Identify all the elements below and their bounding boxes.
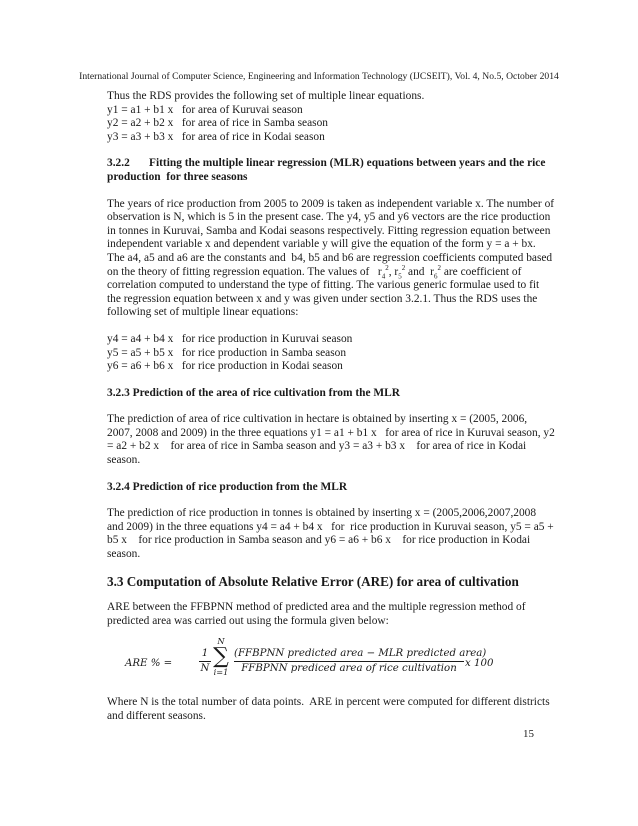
paragraph-line: The years of rice production from 2005 to 2009 is taken as independent variable x. The number of xyxy=(107,197,555,210)
fraction-bar xyxy=(234,661,464,662)
paragraph-line: b5 x for rice production in Samba season and y6 = a6 + b6 x for rice production in Kodai xyxy=(107,534,531,547)
sigma-symbol: ∑ xyxy=(213,644,229,670)
paragraph-line: correlation computed to understand the type of fitting. The various generic formulae used to fit xyxy=(107,279,540,292)
paragraph-line: season. xyxy=(107,548,141,561)
r6-superscript: 2 xyxy=(437,263,441,272)
r5-subscript: 5 xyxy=(398,271,402,280)
section-3-2-2-heading-line2: production for three seasons xyxy=(107,170,248,183)
formula-one-over-n xyxy=(199,648,211,675)
intro-block xyxy=(107,90,533,144)
paragraph-line: independent variable x and dependent variable y will give the equation of the form y = a + bx. xyxy=(107,238,536,251)
section-3-2-2-heading xyxy=(107,157,546,171)
r-values-tail: are coefficient of xyxy=(440,265,522,278)
section-3-2-3 xyxy=(107,386,555,468)
equation-y5: y5 = a5 + b5 x for rice production in Samba season xyxy=(107,346,347,359)
equation-y2: y2 = a2 + b2 x for area of rice in Samba season xyxy=(107,117,328,130)
fraction-bar xyxy=(199,661,211,662)
equation-y1: y1 = a1 + b1 x for area of Kuruvai season xyxy=(107,103,303,116)
paragraph-line-r-values xyxy=(107,263,533,280)
paragraph-line: Where N is the total number of data points. ARE in percent were computed for different districts xyxy=(107,696,550,709)
section-number: 3.2.2 xyxy=(107,157,130,170)
section-3-3-heading: 3.3 Computation of Absolute Relative Error (ARE) for area of cultivation xyxy=(107,573,519,589)
page-number: 15 xyxy=(523,728,534,740)
paragraph-line: in tonnes in Kuruvai, Samba and Kodai seasons respectively. Fitting regression equation between xyxy=(107,224,551,237)
paragraph-line: observation is N, which is 5 in the present case. The y4, y5 and y6 vectors are the rice production xyxy=(107,211,551,224)
formula-denominator: FFBPNN prediced area of rice cultivation xyxy=(241,663,457,675)
are-formula xyxy=(107,636,533,685)
sum-lower-limit: i=1 xyxy=(213,667,229,678)
page-content xyxy=(107,90,555,724)
paragraph-line: season. xyxy=(107,454,141,467)
paragraph-line: The prediction of area of rice cultivation in hectare is obtained by inserting x = (2005, 2006, xyxy=(107,413,528,426)
formula-lhs: ARE % = xyxy=(125,658,173,670)
r4-superscript: 2 xyxy=(385,263,389,272)
paragraph-line: 2007, 2008 and 2009) in the three equations y1 = a1 + b1 x for area of rice in Kuruvai season, y2 xyxy=(107,426,555,439)
paragraph-line: = a2 + b2 x for area of rice in Samba season and y3 = a3 + b3 x for area of rice in Kodai xyxy=(107,440,527,453)
paragraph-line: The prediction of rice production in tonnes is obtained by inserting x = (2005,2006,2007,2008 xyxy=(107,507,537,520)
paragraph-line: and 2009) in the three equations y4 = a4 + b4 x for rice production in Kuruvai season, y5 = a5 + xyxy=(107,520,554,533)
section-3-2-2-paragraph xyxy=(107,197,555,320)
paragraph-line: The a4, a5 and a6 are the constants and b4, b5 and b6 are regression coefficients computed based xyxy=(107,251,553,264)
formula-n: N xyxy=(200,663,210,675)
paragraph-line: following set of multiple linear equations: xyxy=(107,306,299,319)
r6-subscript: 6 xyxy=(433,271,438,280)
intro-lead: Thus the RDS provides the following set of multiple linear equations. xyxy=(107,90,425,102)
section-3-2-4-heading: 3.2.4 Prediction of rice production from the MLR xyxy=(107,480,348,493)
formula-summation xyxy=(212,637,230,677)
section-3-2-4 xyxy=(107,480,554,562)
r4-subscript: 4 xyxy=(381,271,386,280)
paragraph-line: ARE between the FFBPNN method of predicted area and the multiple regression method of xyxy=(107,601,526,614)
r-values-lead: on the theory of fitting regression equation. The values of r xyxy=(107,265,382,278)
paragraph-line: the regression equation between x and y was given under section 3.2.1. Thus the RDS uses the xyxy=(107,292,538,305)
section-title-line1: Fitting the multiple linear regression (MLR) equations between years and the rice xyxy=(149,157,546,170)
r-sep1: , r xyxy=(388,265,399,278)
formula-times-100: x 100 xyxy=(465,658,494,670)
formula-one: 1 xyxy=(201,648,209,660)
paragraph-line: and different seasons. xyxy=(107,710,206,722)
paragraph-line: predicted area was carried out using the formula given below: xyxy=(107,614,389,627)
sum-upper-limit: N xyxy=(217,636,225,647)
r-sep2: and r xyxy=(405,265,434,278)
r5-superscript: 2 xyxy=(401,263,406,272)
section-3-2-2 xyxy=(107,157,555,373)
section-3-3 xyxy=(107,573,550,724)
equation-y3: y3 = a3 + b3 x for area of rice in Kodai season xyxy=(107,130,325,143)
running-head: International Journal of Computer Science, Engineering and Information Technology (IJCSEIT), Vol. 4, No.5, October 2014 xyxy=(79,71,559,82)
section-3-2-3-heading: 3.2.3 Prediction of the area of rice cultivation from the MLR xyxy=(107,386,400,399)
formula-numerator: (FFBPNN predicted area − MLR predicted area) xyxy=(234,648,487,660)
equation-y4: y4 = a4 + b4 x for rice production in Kuruvai season xyxy=(107,332,353,345)
equation-y6: y6 = a6 + b6 x for rice production in Kodai season xyxy=(107,360,343,373)
